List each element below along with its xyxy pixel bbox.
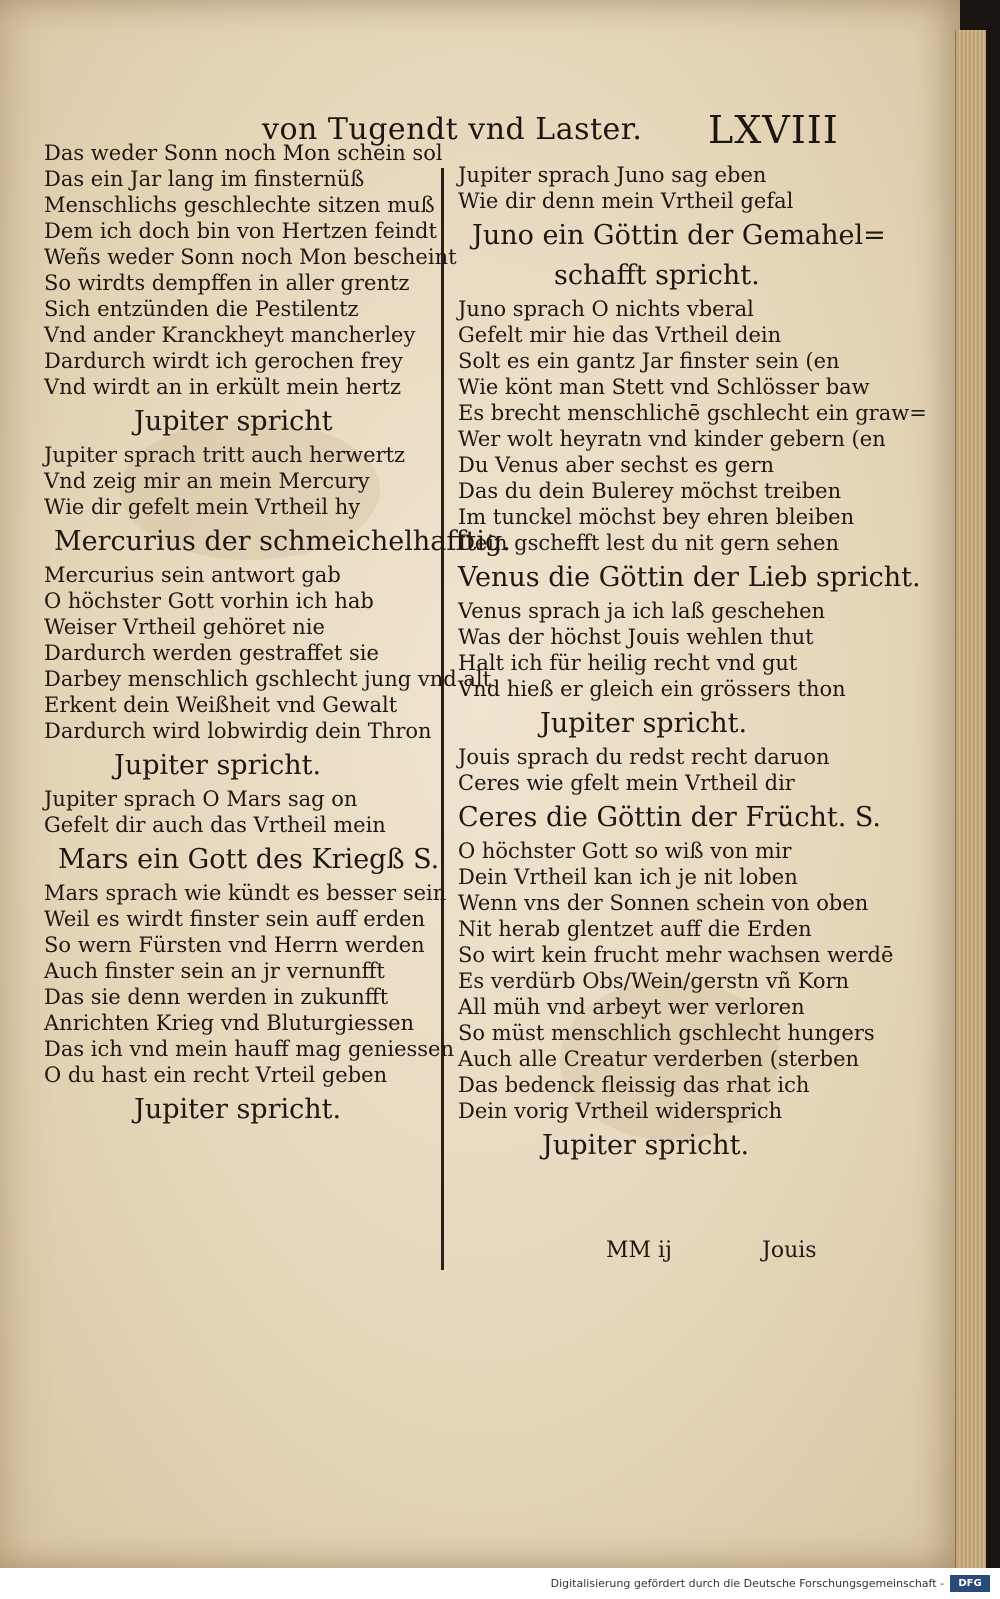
verse-line: So wirt kein frucht mehr wachsen werdē <box>458 943 894 967</box>
verse-line: Jupiter sprach Juno sag eben <box>458 163 767 187</box>
running-head: von Tugendt vnd Laster. <box>262 112 643 147</box>
left-column <box>44 140 511 1130</box>
verse-line: Jupiter sprach O Mars sag on <box>44 787 358 811</box>
verse-line: Venus sprach ja ich laß geschehen <box>458 599 826 623</box>
verse-line: Dardurch werden gestraffet sie <box>44 641 379 665</box>
digitization-footer <box>0 1568 1000 1599</box>
dfg-logo: DFG <box>950 1575 990 1592</box>
section-heading: Juno ein Göttin der Gemahel= <box>472 220 886 251</box>
verse-line: Vnd wirdt an in erkült mein hertz <box>44 375 402 399</box>
verse-line: Dein Vrtheil kan ich je nit loben <box>458 865 798 889</box>
verse-line: Auch finster sein an jr vernunfft <box>44 959 385 983</box>
section-heading: Jupiter spricht. <box>542 1130 750 1161</box>
verse-line: Darbey menschlich gschlecht jung vnd alt <box>44 667 492 691</box>
section-heading: Venus die Göttin der Lieb spricht. <box>458 562 921 593</box>
signature-mark: MM ij <box>606 1238 672 1263</box>
verse-line: Sich entzünden die Pestilentz <box>44 297 359 321</box>
verse-line: Vnd zeig mir an mein Mercury <box>44 469 370 493</box>
verse-line: All müh vnd arbeyt wer verloren <box>458 995 805 1019</box>
verse-line: Juno sprach O nichts vberal <box>458 297 754 321</box>
section-heading: Jupiter spricht. <box>134 1094 342 1125</box>
verse-line: Ceres wie gfelt mein Vrtheil dir <box>458 771 795 795</box>
verse-line: Mercurius sein antwort gab <box>44 563 341 587</box>
section-heading: Mars ein Gott des Kriegß S. <box>58 844 440 875</box>
verse-line: Gefelt mir hie das Vrtheil dein <box>458 323 782 347</box>
verse-line: Weil es wirdt finster sein auff erden <box>44 907 426 931</box>
verse-line: Es verdürb Obs/Wein/gerstn vñ Korn <box>458 969 850 993</box>
verse-line: Vnd ander Kranckheyt mancherley <box>44 323 416 347</box>
verse-line: Weiser Vrtheil gehöret nie <box>44 615 325 639</box>
verse-line: Das du dein Bulerey möchst treiben <box>458 479 842 503</box>
verse-line: Wenn vns der Sonnen schein von oben <box>458 891 869 915</box>
verse-line: Dardurch wird lobwirdig dein Thron <box>44 719 432 743</box>
verse-line: Dardurch wirdt ich gerochen frey <box>44 349 403 373</box>
verse-line: Erkent dein Weißheit vnd Gewalt <box>44 693 398 717</box>
verse-line: Dein gschefft lest du nit gern sehen <box>458 531 839 555</box>
verse-line: Du Venus aber sechst es gern <box>458 453 775 477</box>
verse-line: Das ich vnd mein hauff mag geniessen <box>44 1037 455 1061</box>
verse-line: So wirdts dempffen in aller grentz <box>44 271 410 295</box>
verse-line: Anrichten Krieg vnd Bluturgiessen <box>44 1011 415 1035</box>
verse-line: Das ein Jar lang im finsternüß <box>44 167 365 191</box>
verse-line: Solt es ein gantz Jar finster sein (en <box>458 349 840 373</box>
section-heading: Jupiter spricht. <box>540 708 748 739</box>
verse-line: Im tunckel möchst bey ehren bleiben <box>458 505 855 529</box>
verse-line: Es brecht menschlichē gschlecht ein graw= <box>458 401 927 425</box>
verse-line: Wie dir denn mein Vrtheil gefal <box>458 189 794 213</box>
verse-line: Vnd hieß er gleich ein grössers thon <box>458 677 846 701</box>
verse-line: Dem ich doch bin von Hertzen feindt <box>44 219 437 243</box>
verse-line: Nit herab glentzet auff die Erden <box>458 917 812 941</box>
footer-text: Digitalisierung gefördert durch die Deutsche Forschungsgemeinschaft - <box>550 1577 944 1590</box>
section-heading: schafft spricht. <box>554 260 760 291</box>
page-edges <box>955 30 986 1570</box>
section-heading: Ceres die Göttin der Frücht. S. <box>458 802 881 833</box>
verse-line: So müst menschlich gschlecht hungers <box>458 1021 875 1045</box>
verse-line: Mars sprach wie kündt es besser sein <box>44 881 447 905</box>
verse-line: Wie dir gefelt mein Vrtheil hy <box>44 495 361 519</box>
verse-line: Was der höchst Jouis wehlen thut <box>458 625 814 649</box>
verse-line: Halt ich für heilig recht vnd gut <box>458 651 798 675</box>
verse-line: O höchster Gott vorhin ich hab <box>44 589 374 613</box>
catchword: Jouis <box>762 1238 817 1263</box>
verse-line: Das sie denn werden in zukunfft <box>44 985 389 1009</box>
verse-line: O höchster Gott so wiß von mir <box>458 839 792 863</box>
section-heading: Mercurius der schmeichelhafftig. <box>54 526 511 557</box>
verse-line: O du hast ein recht Vrteil geben <box>44 1063 388 1087</box>
verse-line: So wern Fürsten vnd Herrn werden <box>44 933 425 957</box>
verse-line: Dein vorig Vrtheil widersprich <box>458 1099 783 1123</box>
verse-line: Jupiter sprach tritt auch herwertz <box>44 443 406 467</box>
verse-line: Jouis sprach du redst recht daruon <box>458 745 830 769</box>
right-column <box>458 162 927 1166</box>
verse-line: Wer wolt heyratn vnd kinder gebern (en <box>458 427 886 451</box>
folio-number: LXVIII <box>708 108 839 152</box>
verse-line: Gefelt dir auch das Vrtheil mein <box>44 813 386 837</box>
verse-line: Auch alle Creatur verderben (sterben <box>458 1047 860 1071</box>
verse-line: Weñs weder Sonn noch Mon bescheint <box>44 245 457 269</box>
section-heading: Jupiter spricht <box>134 406 333 437</box>
section-heading: Jupiter spricht. <box>114 750 322 781</box>
verse-line: Wie könt man Stett vnd Schlösser baw <box>458 375 870 399</box>
verse-line: Menschlichs geschlechte sitzen muß <box>44 193 435 217</box>
verse-line: Das bedenck fleissig das rhat ich <box>458 1073 810 1097</box>
verse-line: Das weder Sonn noch Mon schein sol <box>44 141 443 165</box>
